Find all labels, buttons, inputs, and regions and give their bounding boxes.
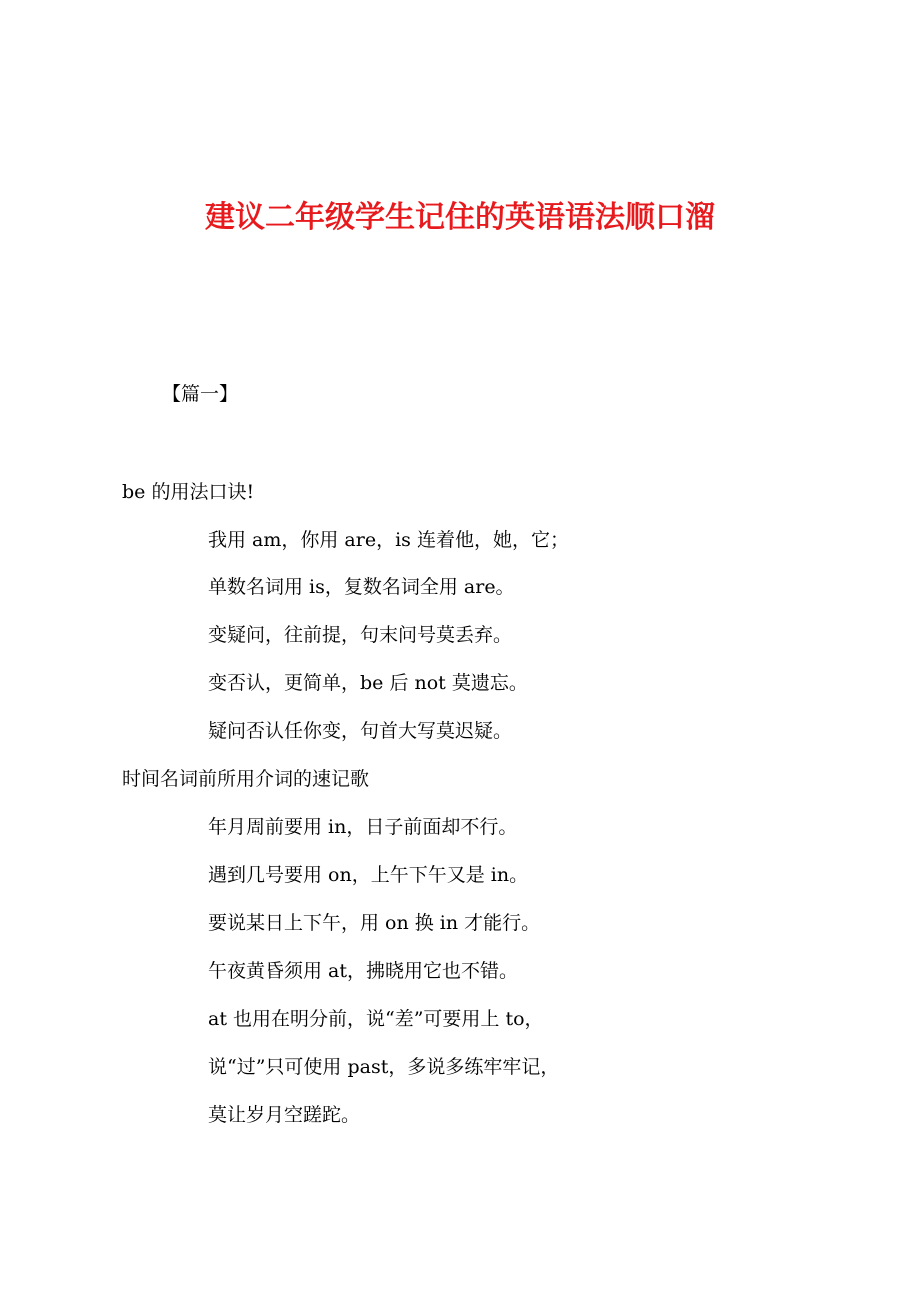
verse-line: 我用 am，你用 are，is 连着他，她，它； [208, 529, 569, 551]
verse-line: 午夜黄昏须用 at，拂晓用它也不错。 [208, 960, 519, 982]
verse-line: 变疑问，往前提，句末问号莫丢弃。 [208, 624, 513, 646]
verse-line: 说“过”只可使用 past，多说多练牢牢记， [208, 1056, 560, 1078]
section-heading: 【篇一】 [162, 383, 239, 405]
verse-line: 疑问否认任你变，句首大写莫迟疑。 [208, 720, 513, 742]
verse-line: 莫让岁月空蹉跎。 [208, 1104, 361, 1126]
verse-line: 变否认，更简单，be 后 not 莫遗忘。 [208, 672, 528, 694]
verse-line: at 也用在明分前，说“差”可要用上 to， [208, 1008, 544, 1030]
block-heading-be-usage: be 的用法口诀! [122, 481, 255, 503]
block-heading-time-prepositions: 时间名词前所用介词的速记歌 [122, 768, 370, 790]
verse-line: 单数名词用 is，复数名词全用 are。 [208, 576, 515, 598]
verse-line: 遇到几号要用 on，上午下午又是 in。 [208, 864, 529, 886]
verse-line: 年月周前要用 in，日子前面却不行。 [208, 816, 518, 838]
verse-line: 要说某日上下午，用 on 换 in 才能行。 [208, 912, 541, 934]
document-title: 建议二年级学生记住的英语语法顺口溜 [205, 200, 715, 235]
